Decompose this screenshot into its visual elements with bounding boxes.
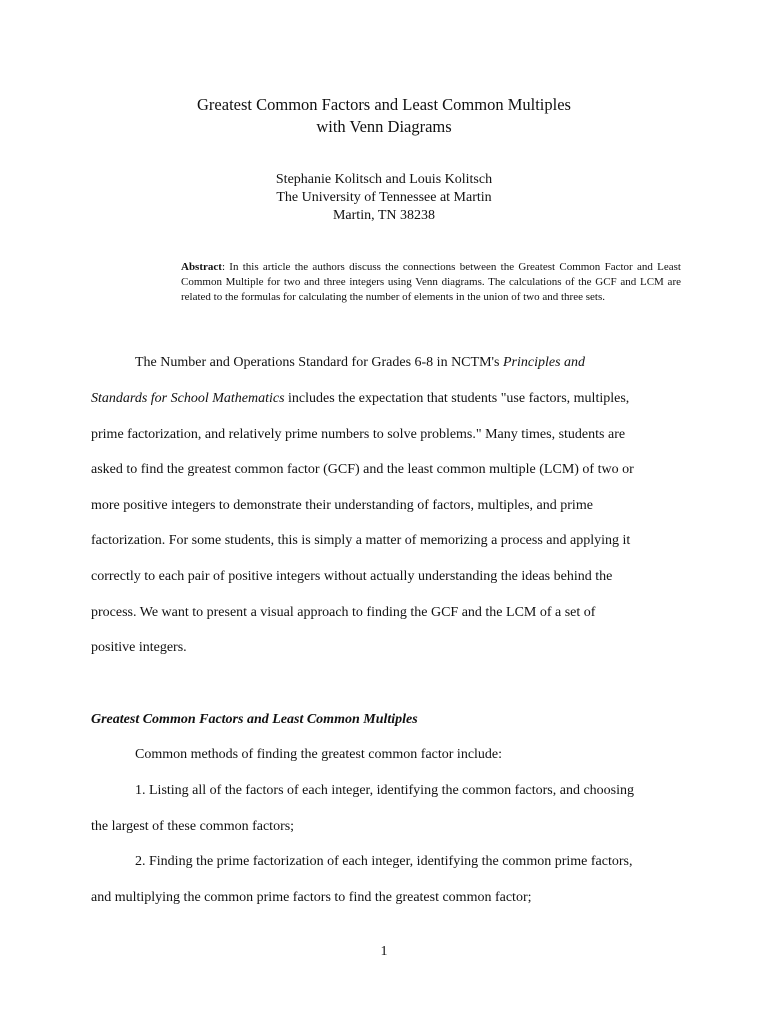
section-line: 1. Listing all of the factors of each integer, identifying the common factors, and choosing: [135, 783, 635, 798]
location: Martin, TN 38238: [332, 208, 435, 223]
affiliation: The University of Tennessee at Martin: [276, 190, 492, 205]
body-line: correctly to each pair of positive integers without actually understanding the ideas behind the: [91, 569, 613, 584]
abstract: [181, 260, 681, 305]
body-line: more positive integers to demonstrate their understanding of factors, multiples, and prime: [91, 498, 593, 513]
section-line: Common methods of finding the greatest common factor include:: [135, 747, 503, 762]
paper-title-line-1: Greatest Common Factors and Least Common Multiples: [197, 95, 571, 114]
body-line: process. We want to present a visual approach to finding the GCF and the LCM of a set of: [91, 605, 596, 620]
section-heading: Greatest Common Factors and Least Common Multiples: [91, 712, 418, 727]
body-line: factorization. For some students, this is simply a matter of memorizing a process and applying it: [91, 533, 631, 548]
section-line: 2. Finding the prime factorization of each integer, identifying the common prime factors,: [135, 854, 633, 869]
page-number: 1: [380, 944, 388, 959]
body-line: positive integers.: [91, 640, 187, 655]
abstract-text: : In this article the authors discuss the connections between the Greatest Common Factor and Least Common Multiple for two and three integers using Venn diagrams. The calculations of the GCF and LCM are related to the formulas for calculating the number of elements in the union of two and three sets.: [181, 261, 681, 303]
body-line: The Number and Operations Standard for Grades 6-8 in NCTM's Principles and: [135, 355, 586, 370]
section-line: the largest of these common factors;: [91, 819, 295, 834]
abstract-label: Abstract: [181, 261, 222, 273]
paper-title-line-2: with Venn Diagrams: [316, 117, 452, 136]
body-line: asked to find the greatest common factor (GCF) and the least common multiple (LCM) of two or: [91, 462, 634, 477]
section-line: and multiplying the common prime factors to find the greatest common factor;: [91, 890, 532, 905]
authors: Stephanie Kolitsch and Louis Kolitsch: [275, 172, 493, 187]
body-line: prime factorization, and relatively prime numbers to solve problems." Many times, students are: [91, 427, 626, 442]
body-line: Standards for School Mathematics includes the expectation that students "use factors, multiples,: [91, 391, 630, 406]
